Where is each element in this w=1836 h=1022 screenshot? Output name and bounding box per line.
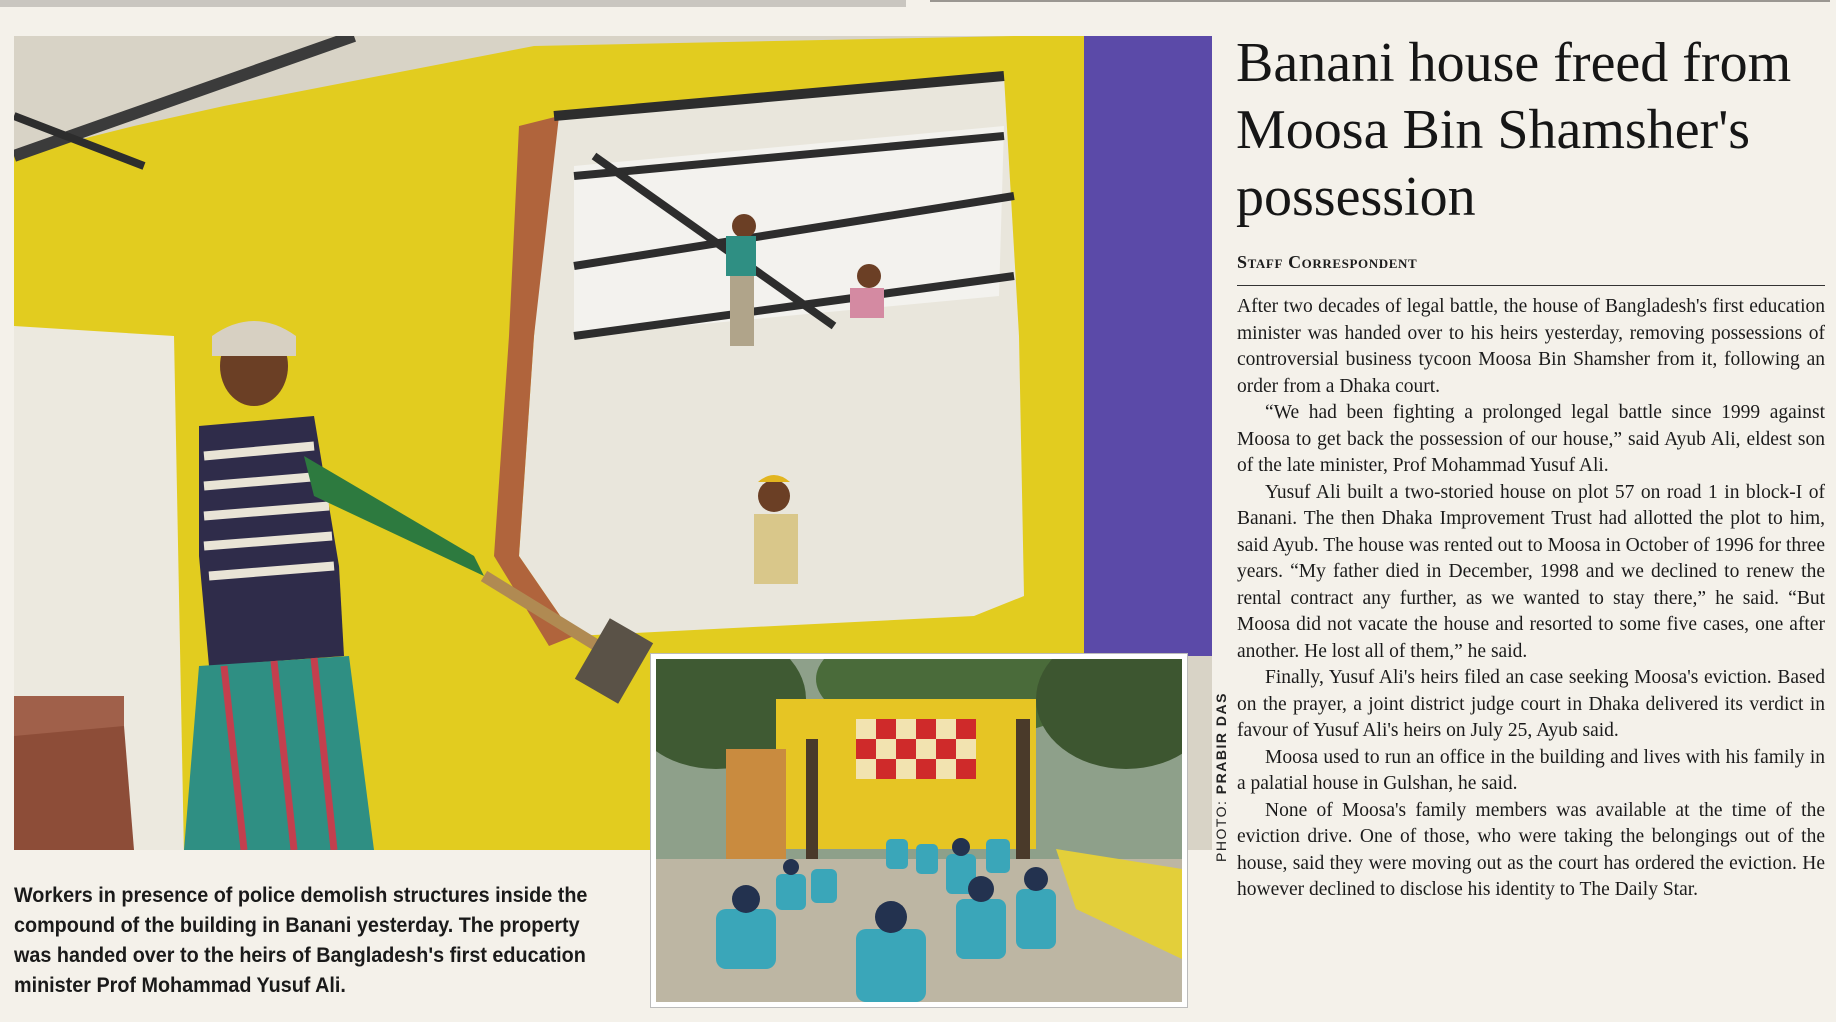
article-paragraph: Yusuf Ali built a two-storied house on plot 57 on road 1 in block-I of Banani. The then Dhaka Improvement Trust had allotted the plot to him, said Ayub. The house was rented out to Moosa in October of 1996 for three years. “My father died in December, 1998 and we declined to renew the rental contract any further, as we wanted to stay there,” he said. “But Moosa did not vacate the house and resorted to some five cases, one after another. He lost all of them,” he said.: [1237, 481, 1825, 662]
top-rule-left: [0, 0, 906, 7]
inset-photo: [651, 654, 1187, 1007]
photo-credit: [1213, 692, 1229, 862]
photo-credit-prefix: PHOTO:: [1213, 794, 1229, 862]
article-paragraph: “We had been fighting a prolonged legal battle since 1999 against Moosa to get back the possession of our house,” said Ayub Ali, eldest son of the late minister, Prof Mohammad Yusuf Ali.: [1237, 402, 1825, 476]
inset-photo-illustration: [656, 659, 1182, 1002]
article-paragraph: Finally, Yusuf Ali's heirs filed an case seeking Moosa's eviction. Based on the prayer, a joint district judge court in Dhaka delivered its verdict in favour of Yusuf Ali's heirs on July 25, Ayub said.: [1237, 667, 1825, 741]
photo-credit-name: PRABIR DAS: [1213, 692, 1229, 795]
article-paragraph: None of Moosa's family members was available at the time of the eviction drive. One of those, who were taking the belongings out of the house, said they were moving out as the court has ordered the eviction. He however declined to disclose his identity to The Daily Star.: [1237, 799, 1825, 900]
top-rule-right: [930, 0, 1830, 2]
byline: Staff Correspondent: [1237, 252, 1418, 272]
headline: Banani house freed from Moosa Bin Shamsher's possession: [1236, 32, 1792, 228]
article-paragraph: Moosa used to run an office in the building and lives with his family in a palatial house in Gulshan, he said.: [1237, 746, 1825, 794]
article-body: [1237, 294, 1825, 904]
byline-rule: [1237, 285, 1825, 286]
photo-caption: Workers in presence of police demolish structures inside the compound of the building in Banani yesterday. The property was handed over to the heirs of Bangladesh's first education minister Prof Mohammad Yusuf Ali.: [14, 883, 588, 997]
article-paragraph: After two decades of legal battle, the house of Bangladesh's first education minister was handed over to his heirs yesterday, removing possessions of controversial business tycoon Moosa Bin Shamsher from it, following an order from a Dhaka court.: [1237, 296, 1825, 397]
